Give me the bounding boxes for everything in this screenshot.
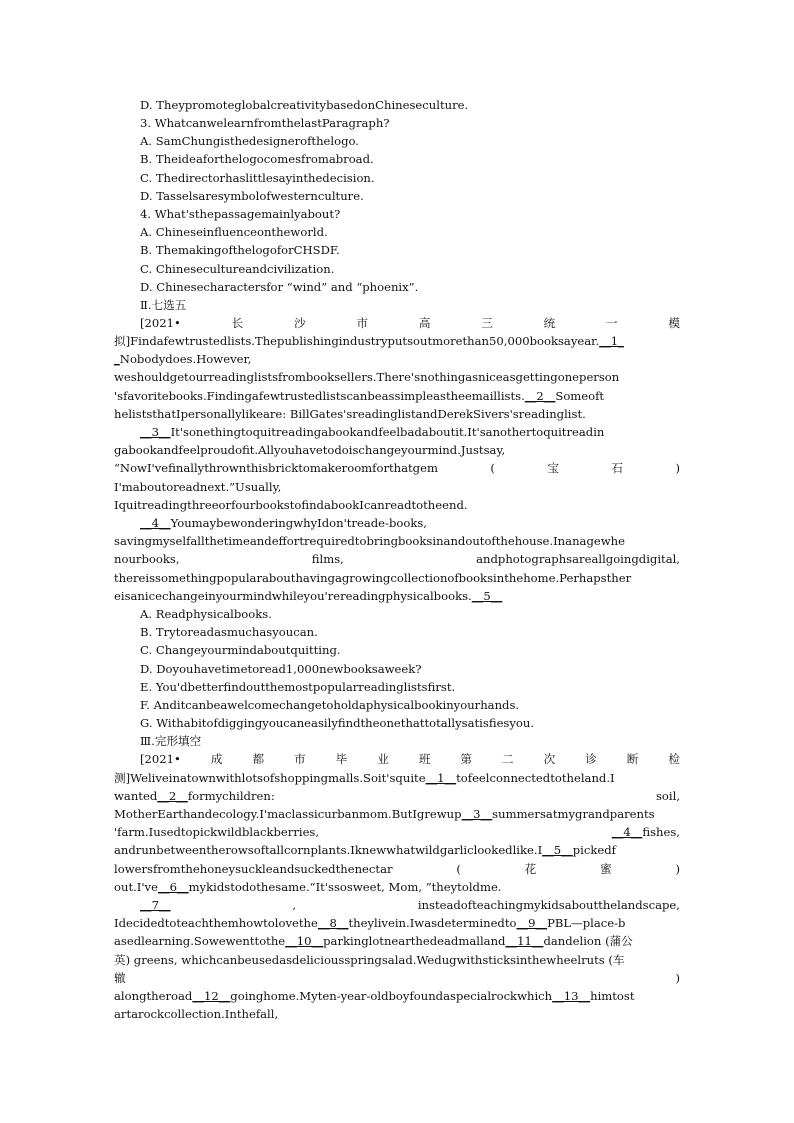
passage-text: insteadofteachingmykidsaboutthelandscape, [417, 898, 680, 912]
passage-text: 拟]Findafewtrustedlists.Thepublishingindustryputsoutmorethan50,000booksayear. [114, 334, 600, 348]
source-word: 二 [502, 752, 514, 766]
source-word: 三 [481, 316, 493, 330]
section-2-heading: Ⅱ.七选五 [140, 298, 187, 312]
passage-line [114, 860, 680, 878]
q4-option-c[interactable]: C. Chinesecultureandcivilization. [140, 262, 335, 276]
passage-text: parkinglotnearthedeadmalland [323, 934, 506, 948]
blank-3[interactable]: __3__ [140, 425, 171, 439]
passage-line: gabookandfeelproudofit.Allyouhavetodoischangeyourmind.Justsay, [114, 443, 506, 457]
passage-text: ) [675, 971, 680, 985]
passage-line: IquitreadingthreeorfourbookstofindabookIcanreadtotheend. [114, 498, 468, 512]
source-word: 成 [210, 752, 223, 766]
passage-line [114, 878, 680, 896]
passage-line [140, 896, 680, 914]
blank-2[interactable]: __2__ [157, 789, 188, 803]
passage-text: eisanicechangeinyourmindwhileyou'rereadingphysicalbooks. [114, 589, 472, 603]
source-word: 统 [543, 316, 556, 330]
source-word: 断 [626, 752, 639, 766]
passage-line [114, 350, 680, 368]
source-word: 班 [418, 752, 431, 766]
passage-text: out.I've [114, 880, 158, 894]
passage-text: lowersfromthehoneysuckleandsuckedthenectar [114, 862, 393, 876]
q4-option-d[interactable]: D. Chinesecharactersfor “wind” and “phoenix”. [140, 280, 419, 294]
q3-option-c[interactable]: C. Thedirectorhaslittlesayinthedecision. [140, 171, 375, 185]
blank-4[interactable]: __4__ [140, 516, 171, 530]
source-word: 都 [252, 752, 265, 766]
blank-10[interactable]: __10__ [285, 934, 324, 948]
source-word: 第 [460, 752, 473, 766]
source-word: 模 [668, 316, 680, 330]
passage-text: 'farm.Iusedtopickwildblackberries, [114, 825, 320, 839]
passage-line: savingmyselfallthetimeandeffortrequiredtobringbooksinandoutofthehouse.Inanagewhe [114, 534, 625, 548]
passage-text: wanted [114, 789, 158, 803]
passage-line: I'maboutoreadnext.”Usually, [114, 480, 282, 494]
q4-option-a[interactable]: A. Chineseinfluenceontheworld. [140, 225, 328, 239]
blank-2[interactable]: __2__ [524, 389, 556, 403]
passage-text: fishes, [642, 825, 680, 839]
passage-line: artarockcollection.Inthefall, [114, 1007, 279, 1021]
passage-line: heliststhatIpersonallylikeare: BillGates'sreadinglistandDerekSivers'sreadinglist. [114, 407, 586, 421]
passage-line [114, 459, 680, 477]
source-word: 次 [543, 752, 556, 766]
passage-text: , [292, 898, 297, 912]
blank-4[interactable]: __4__ [611, 825, 643, 839]
passage-text: himtost [590, 989, 635, 1003]
passage-line: weshouldgetourreadinglistsfrombooksellers.There'snothingasniceasgettingoneperson [114, 370, 620, 384]
source-word: 高 [418, 316, 431, 330]
passage-line [114, 932, 680, 950]
source-word: 市 [294, 752, 306, 766]
passage-text: “NowI'vefinallythrownthisbricktomakeroomforthatgem [114, 461, 438, 475]
passage-line [114, 587, 680, 605]
passage-text: dandelion (蒲公 [543, 934, 633, 948]
source-word: [2021• [140, 316, 181, 330]
passage-text: summersatmygrandparents [492, 807, 655, 821]
passage-text: ) [675, 862, 680, 876]
passage-line [114, 514, 680, 532]
passage-text: films, [311, 552, 344, 566]
option-f[interactable]: F. Anditcanbeawelcomechangetoholdaphysicalbookinyourhands. [140, 698, 520, 712]
source-word: 沙 [294, 316, 306, 330]
passage-text: theylivein.Iwasdeterminedto [348, 916, 517, 930]
passage-text: andphotographsareallgoingdigital, [476, 552, 680, 566]
q3-option-a[interactable]: A. SamChungisthedesignerofthelogo. [140, 134, 359, 148]
source-word: 市 [356, 316, 369, 330]
passage-text: tofeelconnectedtotheland.I [456, 771, 615, 785]
passage-text: pickedf [572, 843, 616, 857]
q3-option-d[interactable]: D. Tasselsaresymbolofwesternculture. [140, 189, 364, 203]
passage-line [114, 969, 680, 987]
passage-text: 蜜 [600, 862, 612, 876]
blank-5[interactable]: __5__ [542, 843, 573, 857]
blank-5[interactable]: __5__ [471, 589, 503, 603]
passage-line [114, 332, 680, 350]
blank-1-cont[interactable]: _ [114, 352, 120, 366]
passage-text: Someoft [555, 389, 605, 403]
source-word: 长 [231, 316, 244, 330]
passage-line [114, 550, 680, 568]
passage-text: alongtheroad [114, 989, 193, 1003]
section-3-source-line [140, 750, 680, 768]
passage-text: 石 [611, 461, 624, 475]
option-a[interactable]: A. Readphysicalbooks. [140, 607, 272, 621]
q2-option-d[interactable]: D. TheypromoteglobalcreativitybasedonChineseculture. [140, 98, 469, 112]
passage-text: PBL—place-b [547, 916, 626, 930]
source-word: 一 [606, 316, 618, 330]
passage-text: 测]Weliveinatownwithlotsofshoppingmalls.Soit'squite [114, 771, 426, 785]
q3-stem: 3. WhatcanwelearnfromthelastParagraph? [140, 116, 390, 130]
passage-text: ) [675, 461, 680, 475]
passage-text: 'sfavoritebooks.Findingafewtrustedlistscanbeassimpleastheemaillists. [114, 389, 525, 403]
passage-text: Idecidedtoteachthemhowtolovethe [114, 916, 318, 930]
passage-line [114, 423, 680, 441]
blank-6[interactable]: __6__ [157, 880, 189, 894]
passage-line [114, 914, 680, 932]
passage-line [114, 841, 680, 859]
passage-text: ( [456, 862, 461, 876]
passage-line [114, 987, 680, 1005]
q4-stem: 4. What'sthepassagemainlyabout? [140, 207, 341, 221]
option-c[interactable]: C. Changeyourmindaboutquitting. [140, 643, 341, 657]
q4-option-b[interactable]: B. ThemakingofthelogoforCHSDF. [140, 243, 340, 257]
passage-line [114, 387, 680, 405]
passage-text: YoumaybewonderingwhyIdon'treade-books, [170, 516, 427, 530]
blank-12[interactable]: __12__ [192, 989, 231, 1003]
passage-line [114, 805, 680, 823]
blank-3[interactable]: __3__ [461, 807, 493, 821]
passage-text: 宝 [547, 461, 559, 475]
source-word: 毕 [335, 752, 348, 766]
passage-text: Nobodydoes.However, [119, 352, 252, 366]
option-b[interactable]: B. Trytoreadasmuchasyoucan. [140, 625, 318, 639]
source-word: 诊 [585, 752, 597, 766]
passage-text: formychildren: [187, 789, 275, 803]
blank-1[interactable]: __1__ [425, 771, 457, 785]
blank-8[interactable]: __8__ [317, 916, 349, 930]
passage-text: nourbooks, [114, 552, 180, 566]
option-d[interactable]: D. Doyouhavetimetoread1,000newbooksaweek? [140, 662, 422, 676]
section-3-heading: Ⅲ.完形填空 [140, 734, 202, 748]
passage-line [114, 787, 680, 805]
source-word: 业 [377, 752, 389, 766]
passage-text: asedlearning.Sowewenttothe [114, 934, 286, 948]
option-e[interactable]: E. You'dbetterfindoutthemostpopularreadinglistsfirst. [140, 680, 456, 694]
blank-1[interactable]: __1_ [599, 334, 624, 348]
passage-text: MotherEarthandecology.I'maclassicurbanmom.ButIgrewup [114, 807, 462, 821]
section-2-source-line [140, 314, 680, 332]
option-g[interactable]: G. Withabitofdiggingyoucaneasilyfindtheonethattotallysatisfiesyou. [140, 716, 535, 730]
passage-text: andrunbetweentherowsoftallcornplants.Iknewwhatwildgarliclookedlike.I [114, 843, 543, 857]
blank-11[interactable]: __11__ [505, 934, 544, 948]
passage-text: It'sonethingtoquitreadingabookandfeelbadaboutit.It'sanothertoquitreadin [170, 425, 605, 439]
passage-text: 花 [524, 862, 537, 876]
passage-text: soil, [655, 789, 680, 803]
passage-line: 英) greens, whichcanbeusedasdeliciousspringsalad.Wedugwithsticksinthewheelruts (车 [114, 953, 625, 967]
q3-option-b[interactable]: B. Theideaforthelogocomesfromabroad. [140, 152, 374, 166]
blank-7[interactable]: __7__ [140, 898, 171, 912]
passage-text: mykidstodothesame.“It'ssosweet, Mom, ”theytoldme. [188, 880, 502, 894]
source-word: [2021• [140, 752, 181, 766]
passage-line: thereissomethingpopularabouthavingagrowingcollectionofbooksinthehome.Perhapsther [114, 571, 632, 585]
passage-text: ( [490, 461, 495, 475]
passage-text: goinghome.Myten-year-oldboyfoundaspecialrockwhich [230, 989, 553, 1003]
passage-line [114, 823, 680, 841]
passage-line [114, 769, 680, 787]
blank-9[interactable]: __9__ [516, 916, 548, 930]
blank-13[interactable]: __13__ [552, 989, 591, 1003]
passage-text: 辙 [114, 971, 126, 985]
source-word: 检 [668, 752, 680, 766]
